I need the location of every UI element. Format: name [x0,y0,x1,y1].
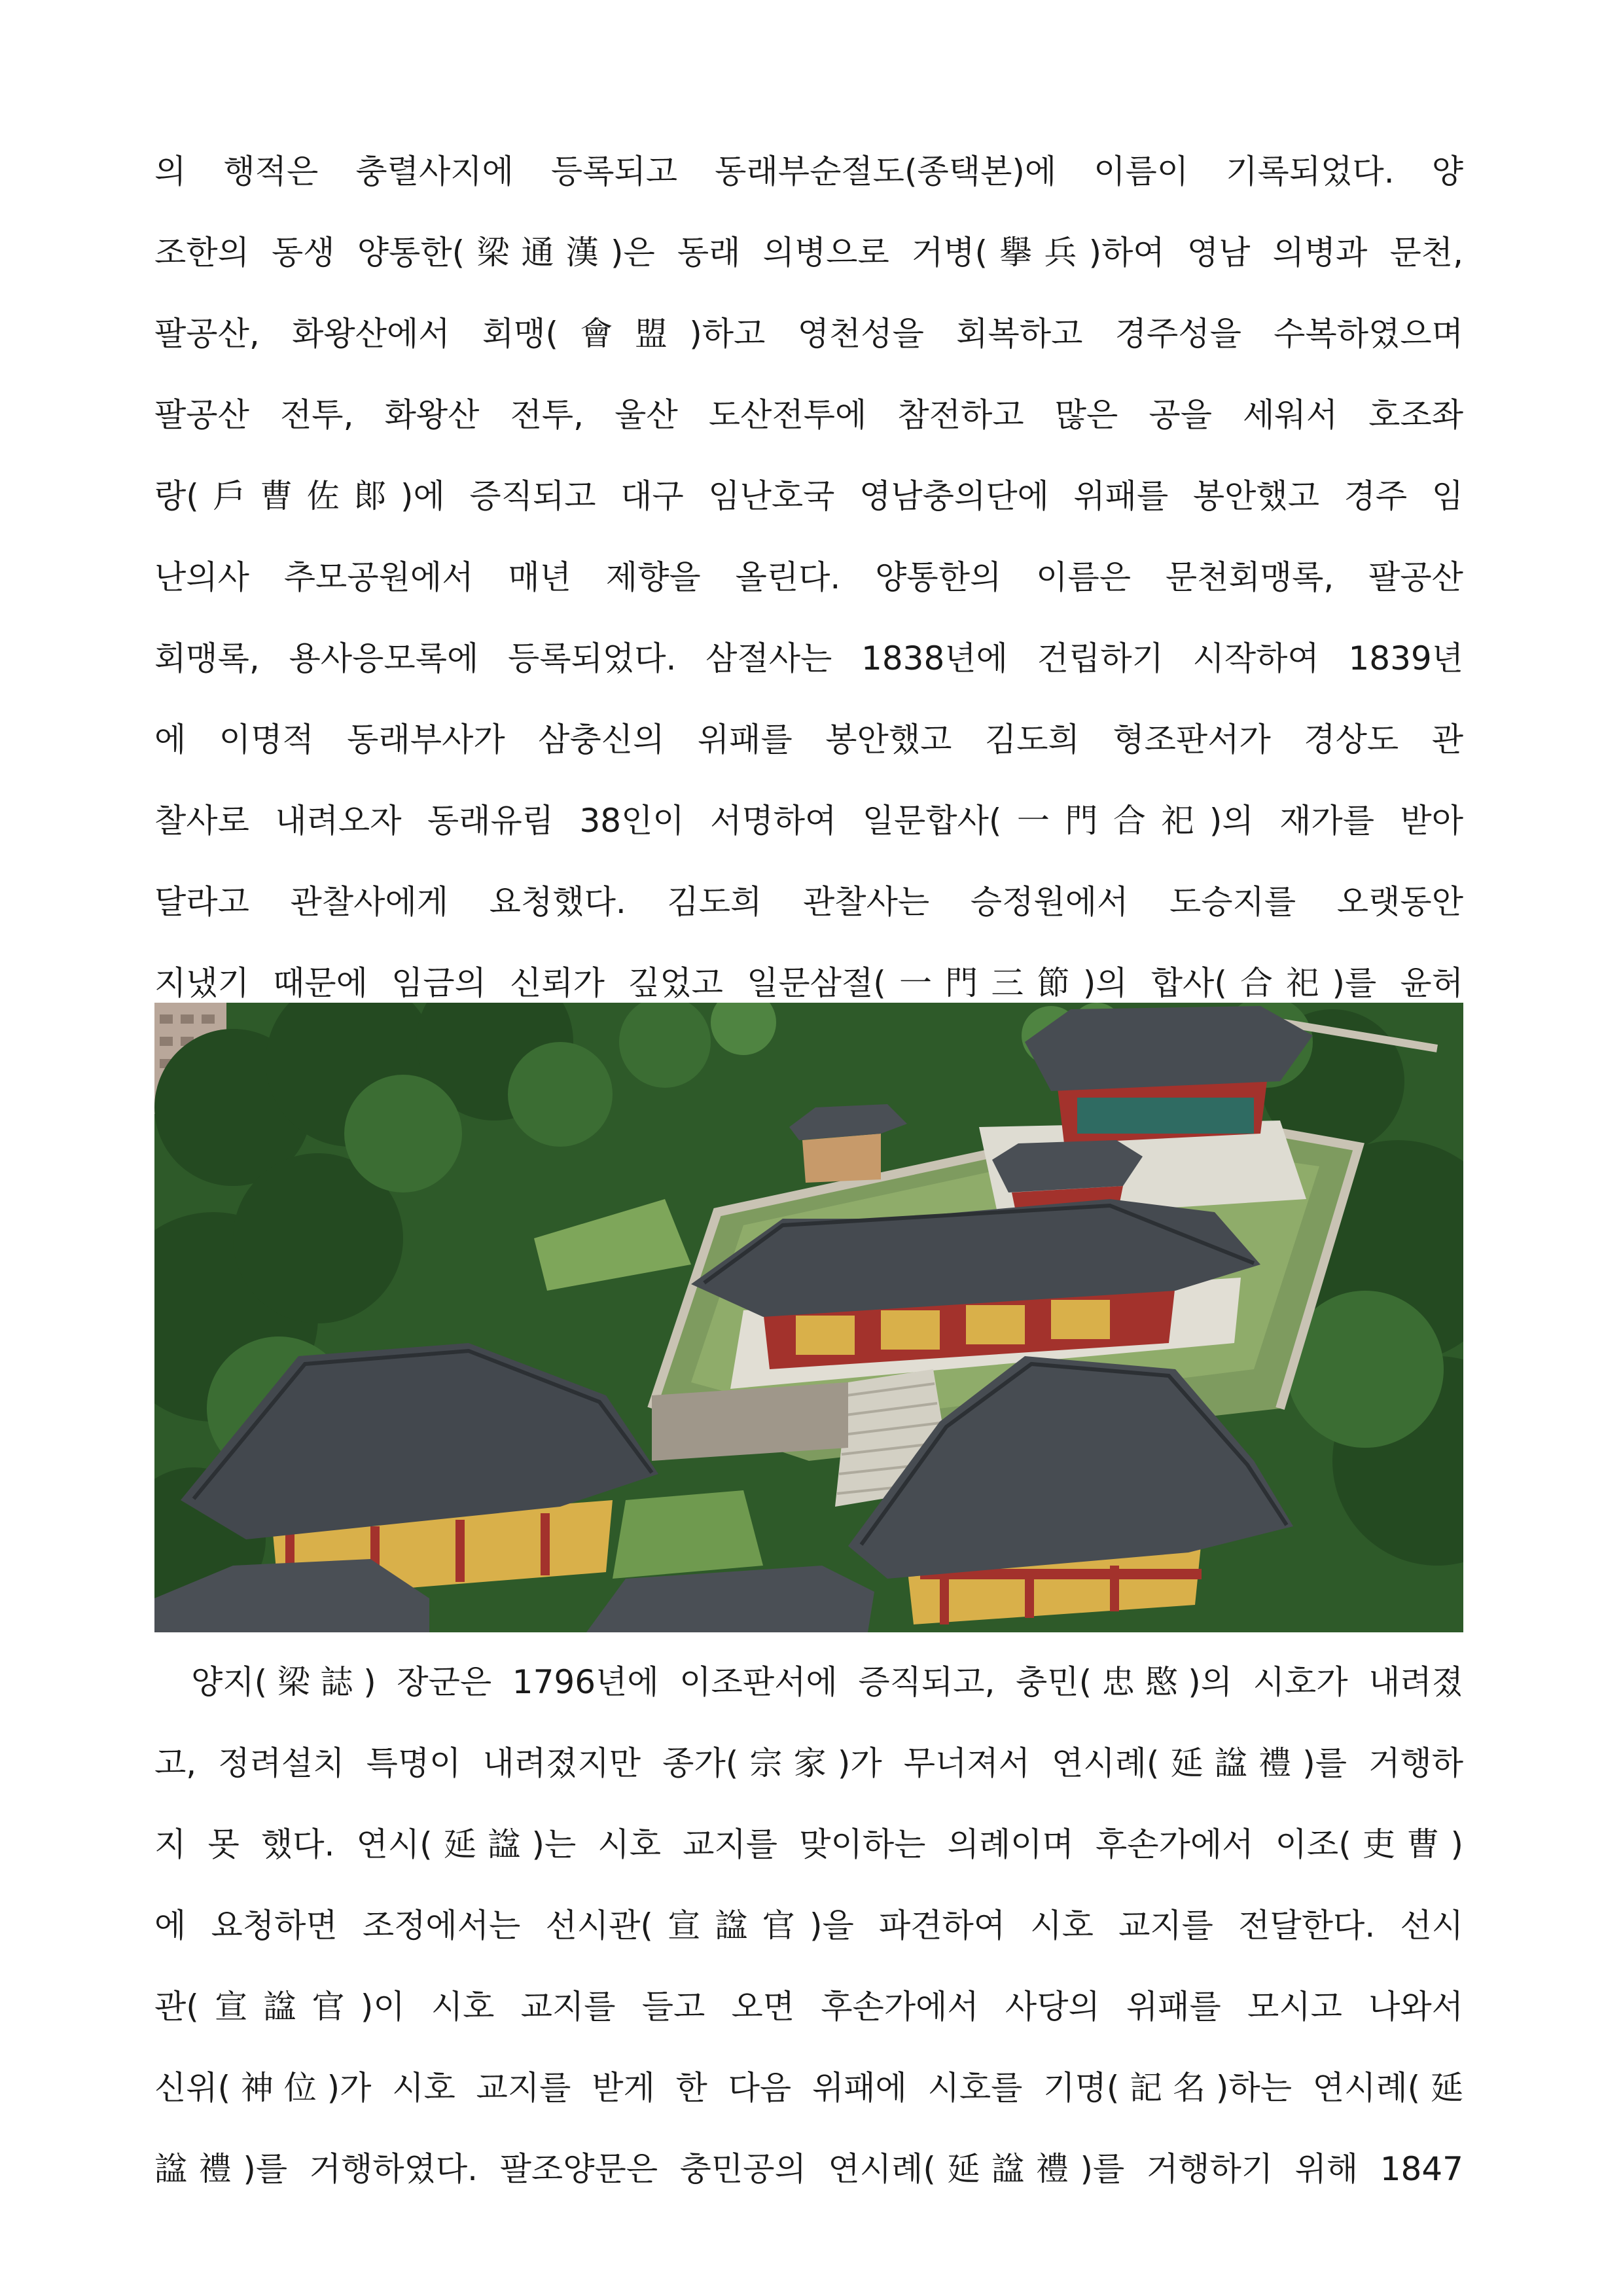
text-line: 팔공산 전투, 화왕산 전투, 울산 도산전투에 참전하고 많은 공을 세워서 호조좌 [154,396,1463,434]
text-line: 랑(戶曹佐郞)에 증직되고 대구 임난호국 영남충의단에 위패를 봉안했고 경주 임 [154,477,1463,515]
text-line: 고, 정려설치 특명이 내려졌지만 종가(宗家)가 무너져서 연시례(延諡禮)를 거행하 [154,1744,1463,1782]
text-line: 난의사 추모공원에서 매년 제향을 올린다. 양통한의 이름은 문천회맹록, 팔공산 [154,558,1463,596]
text-line: 조한의 동생 양통한(梁通漢)은 동래 의병으로 거병(擧兵)하여 영남 의병과 문천, [154,234,1463,272]
text-line: 찰사로 내려오자 동래유림 38인이 서명하여 일문합사(一門合祀)의 재가를 받아 [154,802,1463,840]
paragraph-1 [154,131,1463,1105]
text-line: 지냈기 때문에 임금의 신뢰가 깊었고 일문삼절(一門三節)의 합사(合祀)를 윤허 [154,964,1463,1002]
text-line: 지 못 했다. 연시(延諡)는 시호 교지를 맞이하는 의례이며 후손가에서 이조(吏曹) [154,1825,1463,1863]
text-line: 에 이명적 동래부사가 삼충신의 위패를 봉안했고 김도희 형조판서가 경상도 관 [154,721,1463,759]
temple-photo [154,1003,1463,1632]
text-line: 신위(神位)가 시호 교지를 받게 한 다음 위패에 시호를 기명(記名)하는 연시례(延 [154,2069,1463,2107]
text-line: 諡禮)를 거행하였다. 팔조양문은 충민공의 연시례(延諡禮)를 거행하기 위해 1847 [154,2150,1463,2188]
text-line: 회맹록, 용사응모록에 등록되었다. 삼절사는 1838년에 건립하기 시작하여 1839년 [154,639,1463,677]
text-line: 에 요청하면 조정에서는 선시관(宣諡官)을 파견하여 시호 교지를 전달한다. 선시 [154,1907,1463,1945]
text-line: 달라고 관찰사에게 요청했다. 김도희 관찰사는 승정원에서 도승지를 오랫동안 [154,883,1463,921]
text-line: 의 행적은 충렬사지에 등록되고 동래부순절도(종택본)에 이름이 기록되었다. 양 [154,152,1463,190]
paragraph-2 [154,1641,1463,2210]
text-line: 팔공산, 화왕산에서 회맹(會盟)하고 영천성을 회복하고 경주성을 수복하였으며 [154,315,1463,353]
text-line: 양지(梁誌) 장군은 1796년에 이조판서에 증직되고, 충민(忠愍)의 시호가 내려졌 [191,1663,1463,1701]
text-line: 관(宣諡官)이 시호 교지를 들고 오면 후손가에서 사당의 위패를 모시고 나와서 [154,1988,1463,2026]
samjeolsa-shrine-aerial-image [154,1003,1463,1632]
